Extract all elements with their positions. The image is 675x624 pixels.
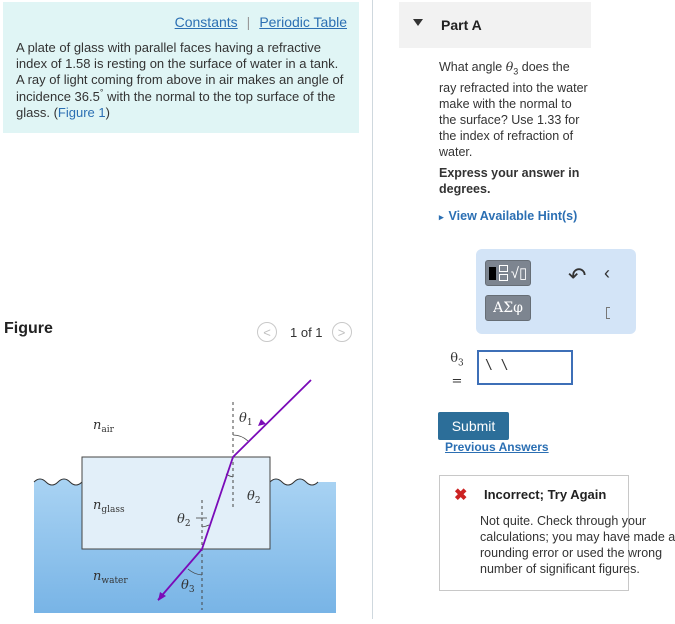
submit-button[interactable]: Submit xyxy=(438,412,509,440)
part-a-header[interactable] xyxy=(399,2,591,48)
answer-equals: = xyxy=(451,373,463,389)
problem-text-end: ) xyxy=(105,104,110,120)
theta1-label: $\theta_1$ xyxy=(239,411,253,428)
answer-var-sub: 3 xyxy=(458,358,464,369)
glass-plate xyxy=(82,457,270,549)
answer-var: θ xyxy=(450,351,459,366)
problem-text-main: A plate of glass with parallel faces having a refractive index of 1.58 is resting on the surface of water in a tank. A ray of light coming from above in air makes an angle of incidence 36.5 xyxy=(16,40,344,104)
theta1-arc xyxy=(233,435,248,441)
feedback-line: number of significant figures. xyxy=(480,562,640,576)
feedback-title: Incorrect; Try Again xyxy=(484,487,607,502)
view-hints-label: View Available Hint(s) xyxy=(448,209,578,223)
figure-title: Figure xyxy=(4,320,53,337)
caret-right-icon: ▸ xyxy=(439,212,444,222)
part-a-label: Part A xyxy=(441,17,482,33)
n-glass-label: $n_{glass}$ xyxy=(93,498,125,515)
problem-statement-box xyxy=(3,2,359,133)
figure-pager xyxy=(257,322,352,342)
figure-link[interactable]: Figure 1 xyxy=(57,104,106,120)
reference-links xyxy=(175,14,347,30)
question-text xyxy=(439,59,589,160)
feedback-line: Not quite. Check through your xyxy=(480,514,647,528)
feedback-line: rounding error or used the wrong xyxy=(480,546,663,560)
links-separator: | xyxy=(246,14,251,30)
templates-button[interactable] xyxy=(485,260,531,286)
periodic-table-link[interactable]: Periodic Table xyxy=(259,14,347,30)
answer-input[interactable]: \ \ xyxy=(477,350,573,385)
fraction-template-icon xyxy=(499,265,508,281)
theta2-label-bottom: $\theta_2$ xyxy=(177,512,191,529)
n-air-label: $n_{air}$ xyxy=(93,418,114,435)
next-figure-button[interactable] xyxy=(332,322,352,342)
incorrect-x-icon: ✖ xyxy=(454,487,468,504)
degree-symbol: ° xyxy=(99,87,104,98)
constants-link[interactable]: Constants xyxy=(174,14,238,30)
feedback-message xyxy=(480,513,675,577)
question-var: θ xyxy=(505,59,514,74)
keyboard-icon[interactable] xyxy=(606,307,610,319)
chevron-left-icon: < xyxy=(263,324,271,340)
question-post: does the ray refracted into the water make with the normal to the surface? Use 1.33 for the index of refraction of water. xyxy=(439,60,588,159)
theta2-label-top: $\theta_2$ xyxy=(247,489,261,506)
chevron-right-icon: > xyxy=(337,324,346,340)
feedback-box xyxy=(439,475,675,591)
feedback-line: calculations; you may have made a xyxy=(480,530,675,544)
theta3-label: $\theta_3$ xyxy=(181,578,195,595)
refraction-figure xyxy=(0,360,360,619)
problem-text xyxy=(16,40,348,121)
problem-text-after: with the normal to the top surface of the glass. ( xyxy=(16,88,336,120)
refraction-diagram xyxy=(0,360,360,619)
answer-variable-label xyxy=(450,350,464,391)
collapse-triangle-icon xyxy=(413,19,423,26)
sqrt-template-icon: √▯ xyxy=(510,265,528,282)
question-pre: What angle xyxy=(439,60,506,74)
greek-symbols-button[interactable]: ΑΣφ xyxy=(485,295,531,321)
more-tools-icon[interactable]: ‹ xyxy=(604,263,610,283)
view-hints-link[interactable] xyxy=(439,209,577,223)
express-instruction: Express your answer in degrees. xyxy=(439,166,580,196)
template-block-icon xyxy=(489,267,496,280)
figure-count: 1 of 1 xyxy=(290,324,323,340)
n-water-label: $n_{water}$ xyxy=(93,569,128,586)
undo-icon[interactable]: ↶ xyxy=(568,263,587,288)
panel-divider xyxy=(372,0,373,619)
previous-figure-button[interactable] xyxy=(257,322,277,342)
math-toolbar xyxy=(476,249,636,334)
question-var-sub: 3 xyxy=(513,66,519,77)
previous-answers-link[interactable]: Previous Answers xyxy=(445,440,549,454)
